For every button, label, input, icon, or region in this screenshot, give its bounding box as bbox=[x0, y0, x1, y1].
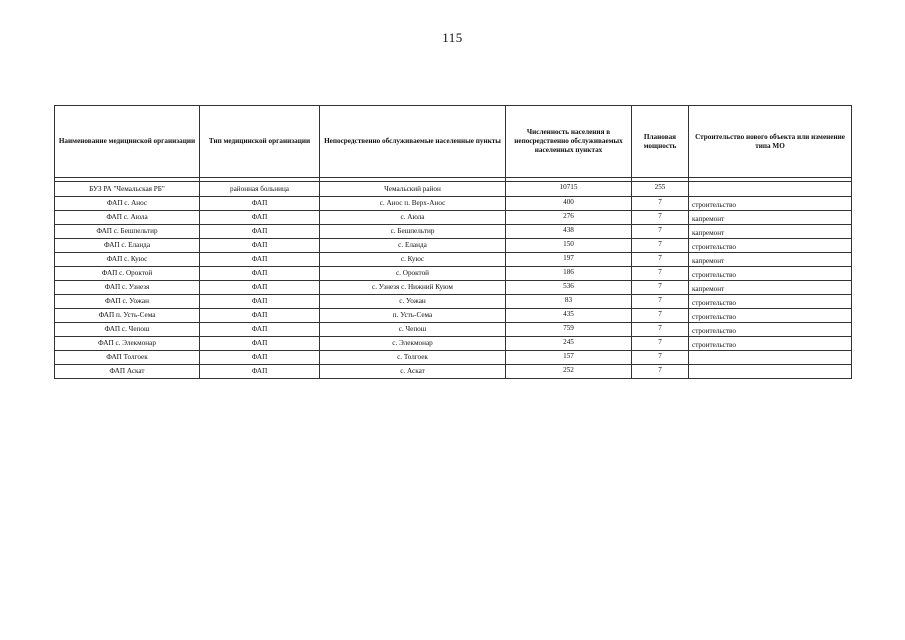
table-row bbox=[55, 239, 852, 253]
cell-population: 759 bbox=[506, 323, 632, 337]
cell-served-settlements: п. Усть-Сема bbox=[320, 309, 506, 323]
cell-organization-type: ФАП bbox=[200, 267, 320, 281]
cell-planned-capacity: 7 bbox=[632, 295, 689, 309]
cell-organization-type: ФАП bbox=[200, 197, 320, 211]
header-organization-name: Наименование медицинской организации bbox=[55, 106, 200, 178]
cell-population: 536 bbox=[506, 281, 632, 295]
cell-construction-change: строительство bbox=[689, 295, 852, 309]
cell-construction-change: строительство bbox=[689, 337, 852, 351]
cell-organization-name: ФАП с. Узнезя bbox=[55, 281, 200, 295]
table-row bbox=[55, 211, 852, 225]
header-organization-type: Тип медицинской организации bbox=[200, 106, 320, 178]
cell-organization-name: ФАП с. Бешпельтир bbox=[55, 225, 200, 239]
cell-construction-change: строительство bbox=[689, 239, 852, 253]
cell-population: 438 bbox=[506, 225, 632, 239]
cell-planned-capacity: 7 bbox=[632, 337, 689, 351]
cell-organization-name: ФАП с. Чепош bbox=[55, 323, 200, 337]
cell-population: 197 bbox=[506, 253, 632, 267]
cell-organization-type: ФАП bbox=[200, 295, 320, 309]
header-construction-change: Строительство нового объекта или изменение типа МО bbox=[689, 106, 852, 178]
cell-construction-change bbox=[689, 351, 852, 365]
cell-served-settlements: с. Узнезя с. Нижний Куюм bbox=[320, 281, 506, 295]
cell-served-settlements: с. Чепош bbox=[320, 323, 506, 337]
table-row bbox=[55, 267, 852, 281]
cell-organization-type: ФАП bbox=[200, 309, 320, 323]
table-row bbox=[55, 197, 852, 211]
cell-population: 252 bbox=[506, 365, 632, 379]
cell-organization-type: районная больница bbox=[200, 182, 320, 197]
table-row bbox=[55, 182, 852, 197]
cell-construction-change bbox=[689, 365, 852, 379]
cell-served-settlements: с. Бешпельтир bbox=[320, 225, 506, 239]
cell-served-settlements: с. Куюс bbox=[320, 253, 506, 267]
header-served-settlements: Непосредственно обслуживаемые населенные пункты bbox=[320, 106, 506, 178]
cell-organization-name: ФАП с. Ороктой bbox=[55, 267, 200, 281]
header-population: Численность населения в непосредственно обслуживаемых населенных пунктах bbox=[506, 106, 632, 178]
cell-organization-type: ФАП bbox=[200, 323, 320, 337]
cell-organization-name: ФАП Аскат bbox=[55, 365, 200, 379]
cell-population: 276 bbox=[506, 211, 632, 225]
table-row bbox=[55, 323, 852, 337]
cell-organization-type: ФАП bbox=[200, 225, 320, 239]
cell-population: 10715 bbox=[506, 182, 632, 197]
table-row bbox=[55, 337, 852, 351]
cell-construction-change: капремонт bbox=[689, 253, 852, 267]
cell-organization-name: ФАП с. Элекмонар bbox=[55, 337, 200, 351]
cell-organization-name: ФАП с. Еланда bbox=[55, 239, 200, 253]
cell-construction-change: капремонт bbox=[689, 281, 852, 295]
cell-served-settlements: с. Уожан bbox=[320, 295, 506, 309]
cell-served-settlements: Чемальский район bbox=[320, 182, 506, 197]
cell-organization-name: ФАП Толгоек bbox=[55, 351, 200, 365]
cell-served-settlements: с. Ороктой bbox=[320, 267, 506, 281]
table-row bbox=[55, 253, 852, 267]
cell-served-settlements: с. Аскат bbox=[320, 365, 506, 379]
cell-construction-change bbox=[689, 182, 852, 197]
cell-organization-name: БУЗ РА "Чемальская РБ" bbox=[55, 182, 200, 197]
cell-construction-change: строительство bbox=[689, 267, 852, 281]
cell-population: 245 bbox=[506, 337, 632, 351]
cell-planned-capacity: 7 bbox=[632, 309, 689, 323]
cell-planned-capacity: 7 bbox=[632, 225, 689, 239]
cell-planned-capacity: 7 bbox=[632, 281, 689, 295]
cell-planned-capacity: 7 bbox=[632, 351, 689, 365]
table-row bbox=[55, 225, 852, 239]
table-row bbox=[55, 365, 852, 379]
cell-planned-capacity: 7 bbox=[632, 365, 689, 379]
cell-organization-type: ФАП bbox=[200, 365, 320, 379]
page-number: 115 bbox=[442, 30, 463, 45]
cell-planned-capacity: 7 bbox=[632, 197, 689, 211]
cell-planned-capacity: 255 bbox=[632, 182, 689, 197]
cell-organization-name: ФАП п. Усть-Сема bbox=[55, 309, 200, 323]
cell-organization-name: ФАП с. Куюс bbox=[55, 253, 200, 267]
cell-organization-type: ФАП bbox=[200, 337, 320, 351]
cell-planned-capacity: 7 bbox=[632, 211, 689, 225]
cell-planned-capacity: 7 bbox=[632, 253, 689, 267]
cell-construction-change: строительство bbox=[689, 323, 852, 337]
cell-construction-change: строительство bbox=[689, 197, 852, 211]
cell-organization-type: ФАП bbox=[200, 253, 320, 267]
cell-organization-type: ФАП bbox=[200, 239, 320, 253]
cell-served-settlements: с. Толгоек bbox=[320, 351, 506, 365]
cell-construction-change: капремонт bbox=[689, 211, 852, 225]
table-row bbox=[55, 351, 852, 365]
facilities-table bbox=[54, 105, 852, 379]
cell-organization-name: ФАП с. Анос bbox=[55, 197, 200, 211]
cell-organization-type: ФАП bbox=[200, 281, 320, 295]
cell-planned-capacity: 7 bbox=[632, 239, 689, 253]
table-row bbox=[55, 295, 852, 309]
cell-population: 83 bbox=[506, 295, 632, 309]
cell-organization-name: ФАП с. Уожан bbox=[55, 295, 200, 309]
cell-population: 400 bbox=[506, 197, 632, 211]
cell-construction-change: капремонт bbox=[689, 225, 852, 239]
cell-population: 150 bbox=[506, 239, 632, 253]
table-row bbox=[55, 309, 852, 323]
cell-organization-type: ФАП bbox=[200, 351, 320, 365]
cell-construction-change: строительство bbox=[689, 309, 852, 323]
table-row bbox=[55, 281, 852, 295]
cell-planned-capacity: 7 bbox=[632, 323, 689, 337]
table-header-row bbox=[55, 106, 852, 178]
cell-organization-name: ФАП с. Аюла bbox=[55, 211, 200, 225]
cell-organization-type: ФАП bbox=[200, 211, 320, 225]
header-planned-capacity: Плановая мощность bbox=[632, 106, 689, 178]
cell-served-settlements: с. Анос п. Верх-Анос bbox=[320, 197, 506, 211]
cell-population: 435 bbox=[506, 309, 632, 323]
cell-planned-capacity: 7 bbox=[632, 267, 689, 281]
cell-population: 157 bbox=[506, 351, 632, 365]
cell-population: 186 bbox=[506, 267, 632, 281]
cell-served-settlements: с. Аюла bbox=[320, 211, 506, 225]
cell-served-settlements: с. Еланда bbox=[320, 239, 506, 253]
cell-served-settlements: с. Элекмонар bbox=[320, 337, 506, 351]
